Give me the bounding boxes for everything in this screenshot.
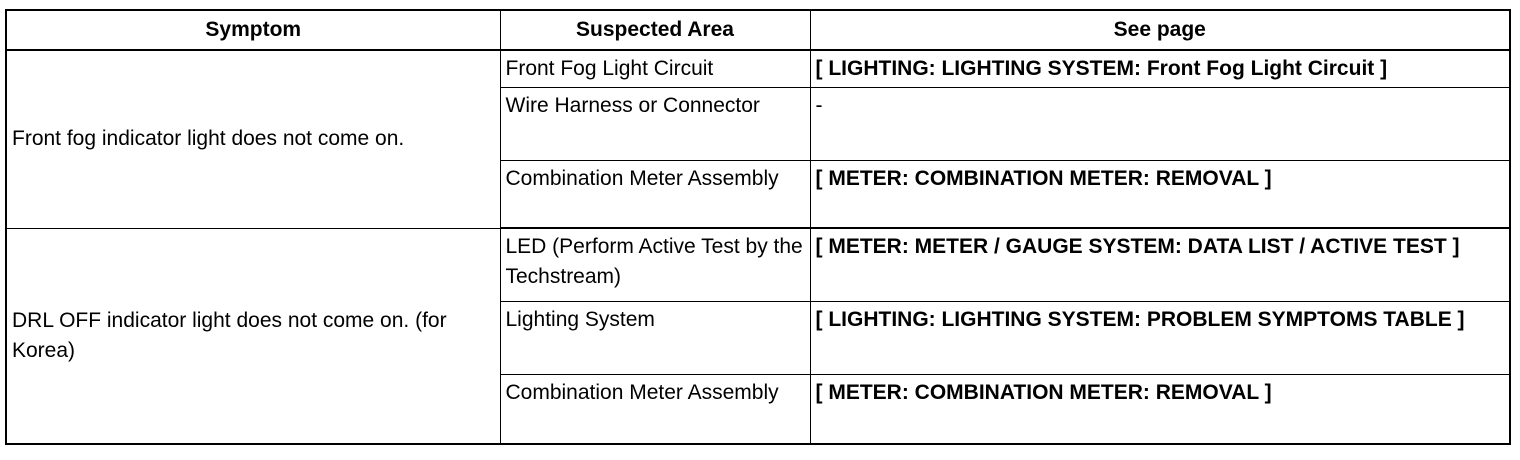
see-page-link[interactable]: [ METER: COMBINATION METER: REMOVAL ] [810, 161, 1510, 229]
see-page-cell: - [810, 88, 1510, 161]
suspected-area-cell: Front Fog Light Circuit [500, 50, 810, 88]
table-header-row [6, 10, 1510, 50]
table-row [6, 50, 1510, 88]
problem-symptoms-table [5, 9, 1511, 445]
see-page-link[interactable]: [ LIGHTING: LIGHTING SYSTEM: Front Fog Light Circuit ] [810, 50, 1510, 88]
symptom-cell: DRL OFF indicator light does not come on. (for Korea) [6, 228, 500, 444]
see-page-link[interactable]: [ METER: COMBINATION METER: REMOVAL ] [810, 375, 1510, 445]
see-page-link[interactable]: [ LIGHTING: LIGHTING SYSTEM: PROBLEM SYMPTOMS TABLE ] [810, 302, 1510, 375]
table-row [6, 228, 1510, 302]
header-see-page: See page [810, 10, 1510, 50]
header-symptom: Symptom [6, 10, 500, 50]
see-page-link[interactable]: [ METER: METER / GAUGE SYSTEM: DATA LIST / ACTIVE TEST ] [810, 228, 1510, 302]
suspected-area-cell: LED (Perform Active Test by the Techstream) [500, 228, 810, 302]
suspected-area-cell: Combination Meter Assembly [500, 161, 810, 229]
suspected-area-cell: Lighting System [500, 302, 810, 375]
suspected-area-cell: Wire Harness or Connector [500, 88, 810, 161]
suspected-area-cell: Combination Meter Assembly [500, 375, 810, 445]
symptom-cell: Front fog indicator light does not come on. [6, 50, 500, 228]
header-suspected-area: Suspected Area [500, 10, 810, 50]
